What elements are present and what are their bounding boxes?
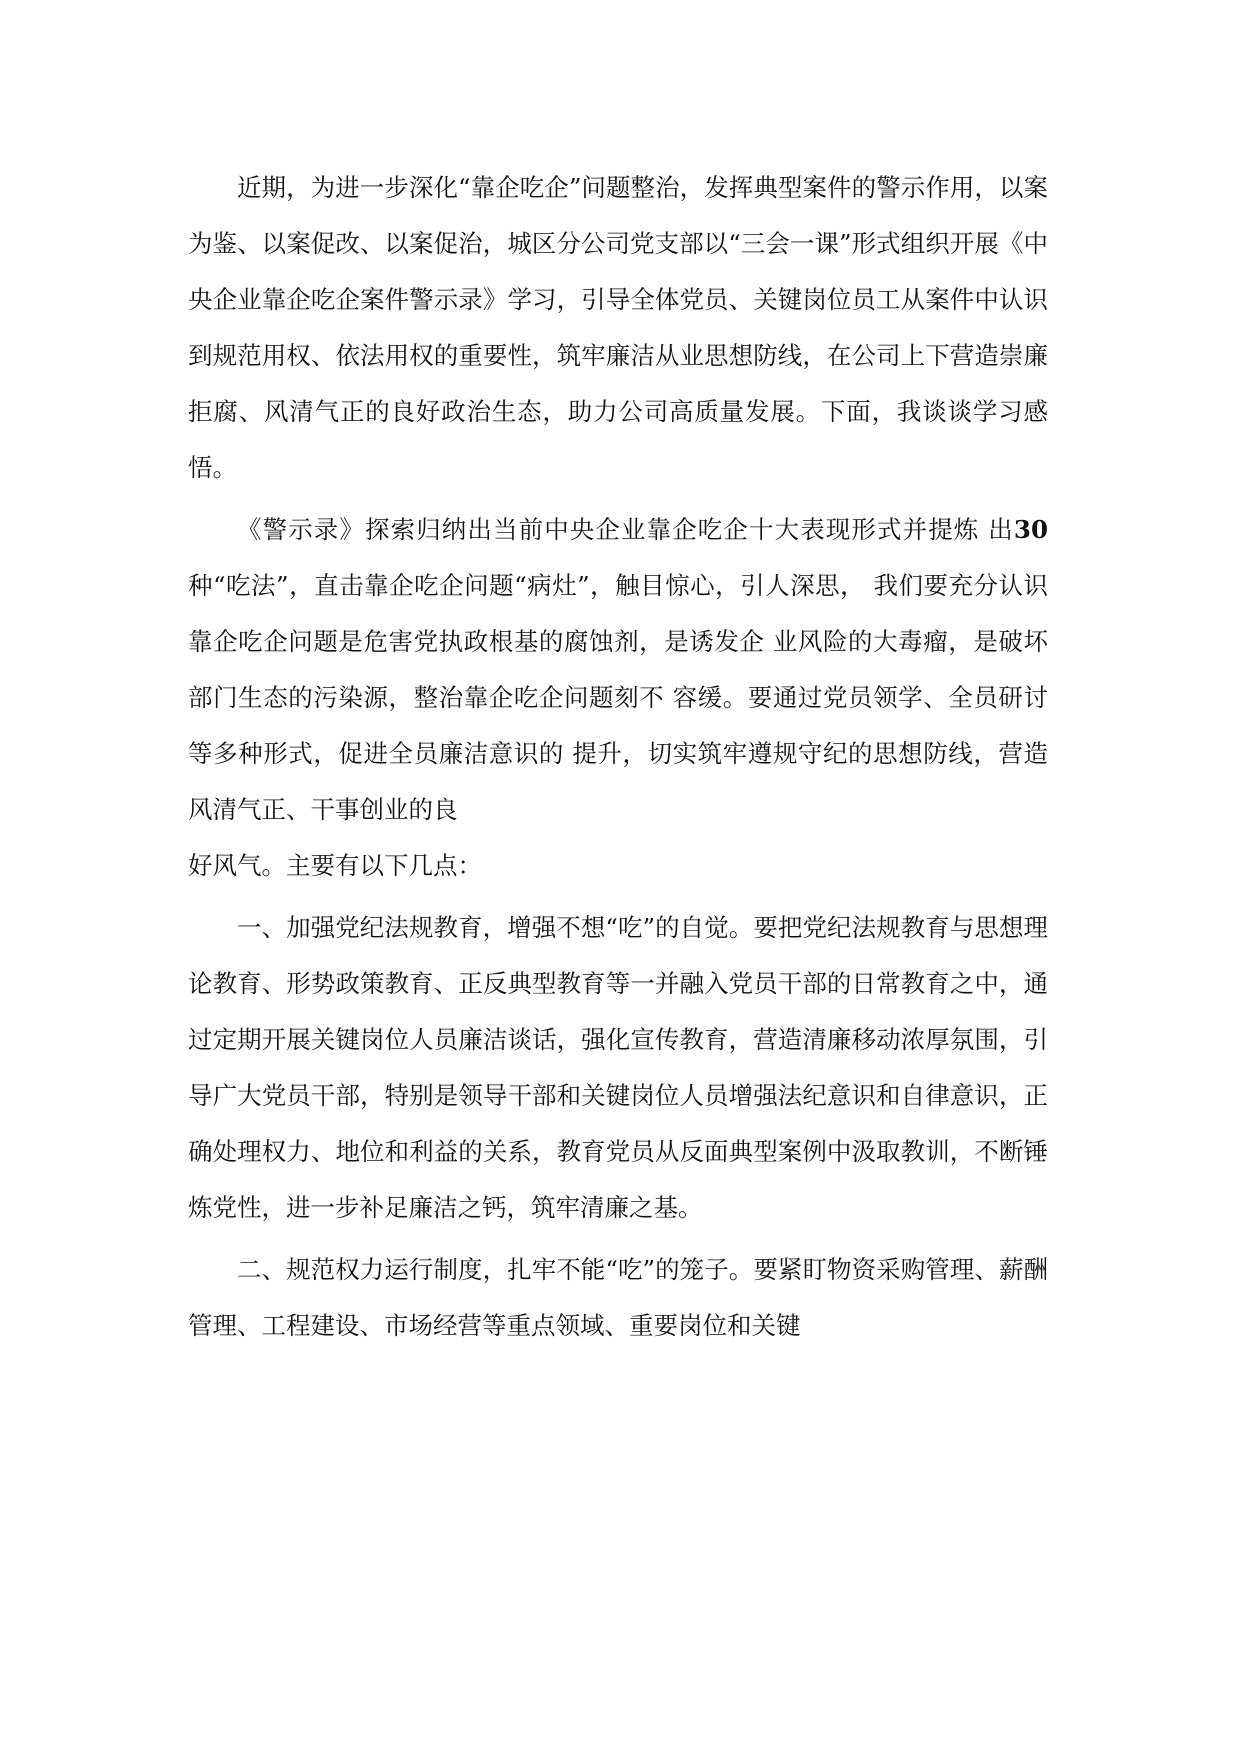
paragraph-warning-record-text-a: 《警示录》探索归纳出当前中央企业靠企吃企十大表现形式并提炼 出 <box>237 515 1014 544</box>
paragraph-point-two: 二、规范权力运行制度，扎牢不能“吃”的笼子。要紧盯物资采购管理、薪酬管理、工程建设、市场经营等重点领域、重要岗位和关键 <box>188 1255 1048 1340</box>
document-body <box>188 160 1048 1354</box>
paragraph-point-one: 一、加强党纪法规教育，增强不想“吃”的自觉。要把党纪法规教育与思想理论教育、形势政策教育、正反典型教育等一并融入党员干部的日常教育之中，通过定期开展关键岗位人员廉洁谈话，强化宣传教育，营造清廉移动浓厚氛围，引导广大党员干部，特别是领导干部和关键岗位人员增强法纪意识和自律意识，正确处理权力、地位和利益的关系，教育党员从反面典型案例中汲取教训，不断锤炼党性，进一步补足廉洁之钙，筑牢清廉之基。 <box>188 913 1048 1222</box>
paragraph-warning-record <box>188 502 1048 838</box>
paragraph-warning-record-continuation: 好风气。主要有以下几点： <box>188 851 482 880</box>
paragraph-warning-record-number: 30 <box>1013 515 1048 544</box>
paragraph-intro: 近期，为进一步深化“靠企吃企”问题整治，发挥典型案件的警示作用，以案为鉴、以案促改、以案促治，城区分公司党支部以“三会一课”形式组织开展《中央企业靠企吃企案件警示录》学习，引导全体党员、关键岗位员工从案件中认识到规范用权、依法用权的重要性，筑牢廉洁从业思想防线，在公司上下营造崇廉拒腐、风清气正的良好政治生态，助力公司高质量发展。下面，我谈谈学习感悟。 <box>188 173 1048 482</box>
paragraph-warning-record-text-b: 种“吃法”，直击靠企吃企问题“病灶”，触目惊心，引人深思， 我们要充分认识靠企吃企问题是危害党执政根基的腐蚀剂，是诱发企 业风险的大毒瘤，是破坏部门生态的污染源，整治靠企吃企问题刻不 容缓。要通过党员领学、全员研讨等多种形式，促进全员廉洁意识的 提升，切实筑牢遵规守纪的思想防线，营造风清气正、干事创业的良 <box>188 571 1048 824</box>
